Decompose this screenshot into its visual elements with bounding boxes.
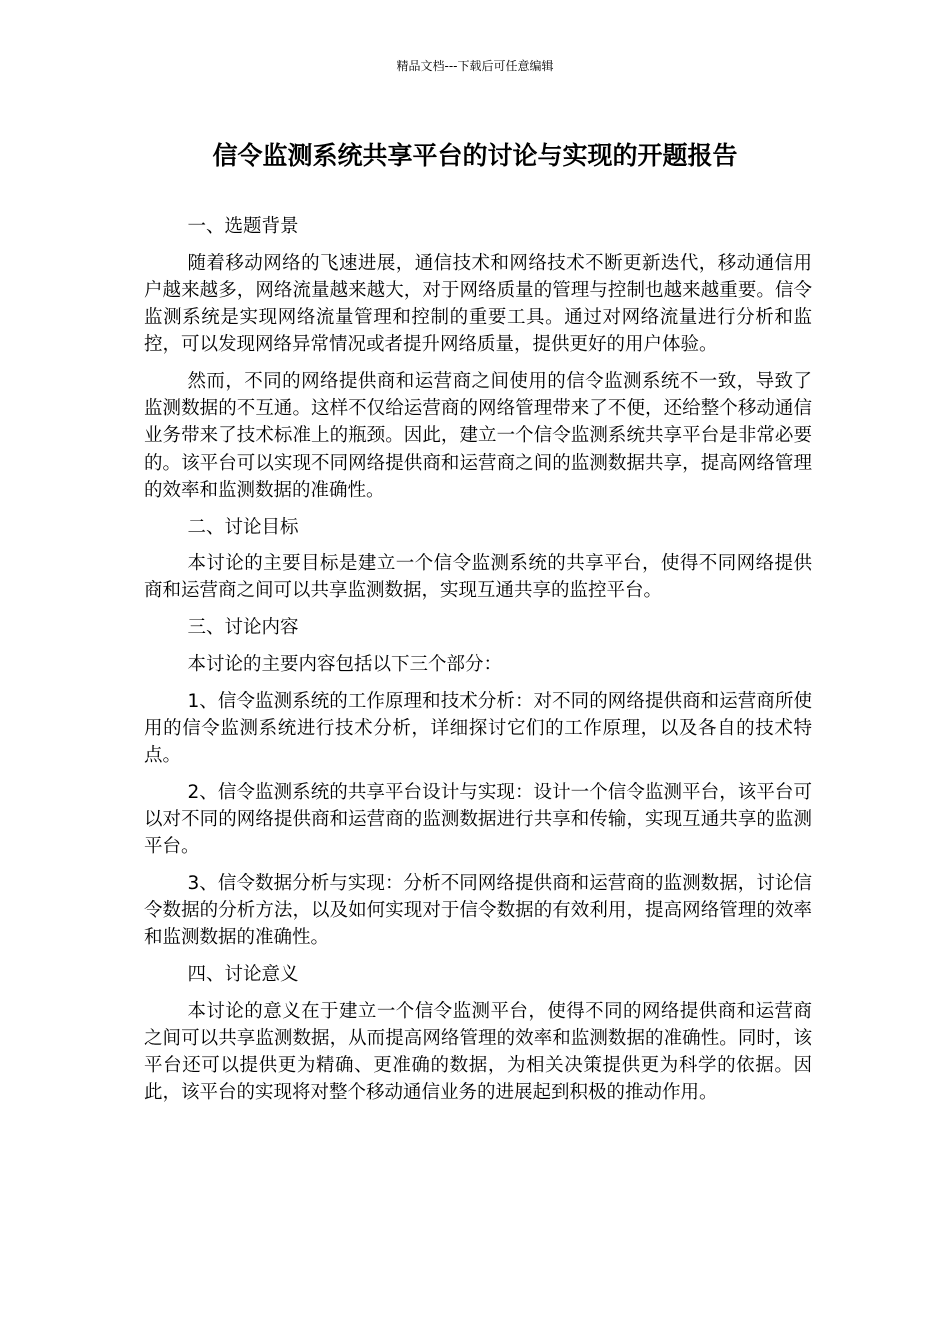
- list-item-content-3: 3、信令数据分析与实现：分析不同网络提供商和运营商的监测数据，讨论信令数据的分析方法，以及如何实现对于信令数据的有效利用，提高网络管理的效率和监测数据的准确性。: [144, 872, 812, 949]
- paragraph-significance: 本讨论的意义在于建立一个信令监测平台，使得不同的网络提供商和运营商之间可以共享监测数据，从而提高网络管理的效率和监测数据的准确性。同时，该平台还可以提供更为精确、更准确的数据，为相关决策提供更为科学的依据。因此，该平台的实现将对整个移动通信业务的进展起到积极的推动作用。: [144, 1000, 812, 1104]
- section-heading-background: 一、选题背景: [187, 216, 299, 237]
- paragraph-content-intro: 本讨论的主要内容包括以下三个部分：: [187, 653, 502, 675]
- paragraph-goals: 本讨论的主要目标是建立一个信令监测系统的共享平台，使得不同网络提供商和运营商之间可以共享监测数据，实现互通共享的监控平台。: [144, 553, 812, 602]
- document-title: 信令监测系统共享平台的讨论与实现的开题报告: [212, 141, 738, 170]
- section-heading-content: 三、讨论内容: [187, 617, 299, 639]
- paragraph-background-1: 随着移动网络的飞速进展，通信技术和网络技术不断更新迭代，移动通信用户越来越多，网络流量越来越大，对于网络质量的管理与控制也越来越重要。信令监测系统是实现网络流量管理和控制的重要工具。通过对网络流量进行分析和监控，可以发现网络异常情况或者提升网络质量，提供更好的用户体验。: [144, 252, 812, 356]
- paragraph-background-2: 然而，不同的网络提供商和运营商之间使用的信令监测系统不一致，导致了监测数据的不互通。这样不仅给运营商的网络管理带来了不便，还给整个移动通信业务带来了技术标准上的瓶颈。因此，建立一个信令监测系统共享平台是非常必要的。该平台可以实现不同网络提供商和运营商之间的监测数据共享，提高网络管理的效率和监测数据的准确性。: [144, 371, 812, 501]
- list-item-content-2: 2、信令监测系统的共享平台设计与实现：设计一个信令监测平台，该平台可以对不同的网络提供商和运营商的监测数据进行共享和传输，实现互通共享的监测平台。: [144, 781, 812, 858]
- header-note: 精品文档---下载后可任意编辑: [396, 59, 554, 73]
- list-item-content-1: 1、信令监测系统的工作原理和技术分析：对不同的网络提供商和运营商所使用的信令监测系统进行技术分析，详细探讨它们的工作原理，以及各自的技术特点。: [144, 690, 812, 766]
- document-body: [144, 213, 812, 1116]
- section-heading-goals: 二、讨论目标: [187, 516, 299, 538]
- section-heading-significance: 四、讨论意义: [187, 963, 299, 985]
